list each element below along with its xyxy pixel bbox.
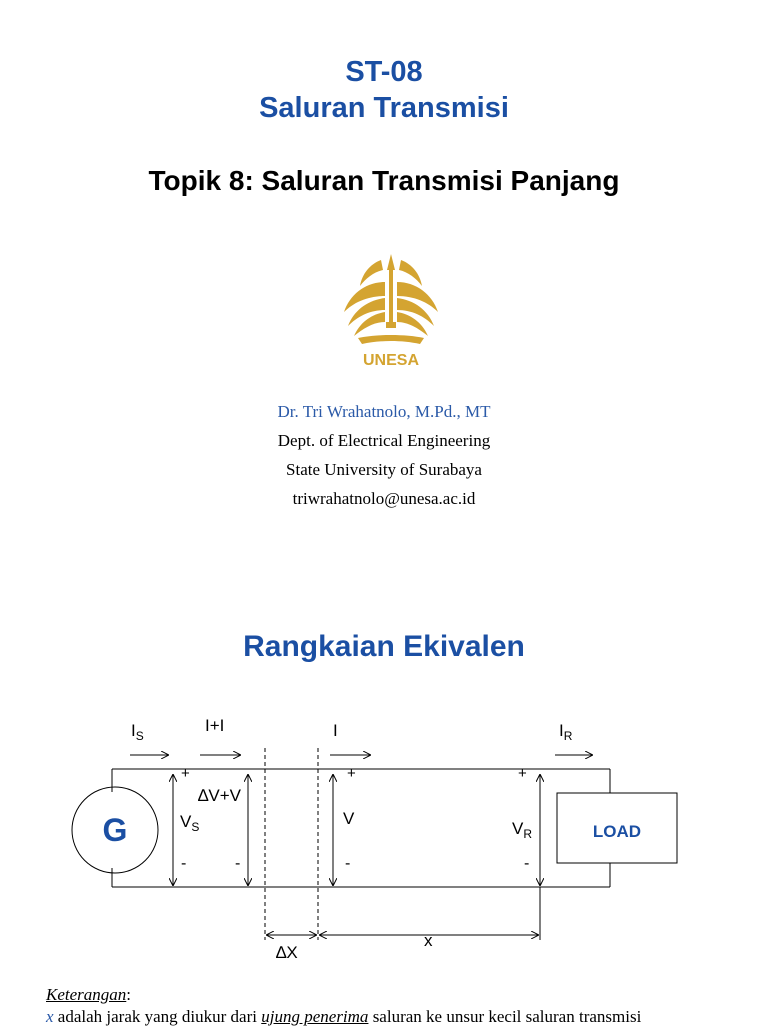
logo-text: UNESA bbox=[362, 352, 420, 369]
notes-heading: Keterangan: bbox=[46, 985, 132, 1004]
minus-sign: - bbox=[524, 855, 530, 872]
label-i: I bbox=[333, 721, 338, 740]
label-vs: $V_S$ bbox=[180, 812, 200, 834]
plus-sign: + bbox=[181, 765, 190, 782]
notes bbox=[46, 984, 746, 1028]
author-university: State University of Surabaya bbox=[286, 460, 482, 479]
plus-sign: + bbox=[518, 765, 527, 782]
author-name: Dr. Tri Wrahatnolo, M.Pd., MT bbox=[277, 402, 491, 421]
label-delta-x: ∆X bbox=[276, 943, 298, 962]
minus-sign: - bbox=[181, 855, 187, 872]
topic-title: Topik 8: Saluran Transmisi Panjang bbox=[148, 165, 620, 196]
label-dv-v: ∆V+V bbox=[198, 786, 242, 805]
generator-label: G bbox=[102, 812, 128, 848]
label-vr: $V_R$ bbox=[512, 819, 533, 841]
author-email[interactable]: triwrahatnolo@unesa.ac.id bbox=[292, 489, 476, 508]
document-code: ST-08 bbox=[345, 56, 423, 88]
course-title: Saluran Transmisi bbox=[259, 92, 509, 124]
author-dept: Dept. of Electrical Engineering bbox=[277, 431, 491, 450]
plus-sign: + bbox=[347, 765, 356, 782]
equivalent-circuit-diagram bbox=[0, 700, 768, 970]
load-label: LOAD bbox=[592, 822, 642, 841]
notes-line: x adalah jarak yang diukur dari ujung penerima saluran ke unsur kecil saluran transmisi bbox=[46, 1007, 642, 1026]
label-i-plus: I+I bbox=[205, 716, 225, 735]
label-ir: $I_R$ bbox=[559, 721, 573, 743]
label-v: V bbox=[343, 809, 355, 828]
label-is: $I_S$ bbox=[131, 721, 144, 743]
minus-sign: - bbox=[235, 855, 241, 872]
label-x: x bbox=[424, 931, 433, 950]
unesa-logo bbox=[336, 252, 446, 370]
section-title: Rangkaian Ekivalen bbox=[243, 630, 525, 663]
minus-sign: - bbox=[345, 855, 351, 872]
